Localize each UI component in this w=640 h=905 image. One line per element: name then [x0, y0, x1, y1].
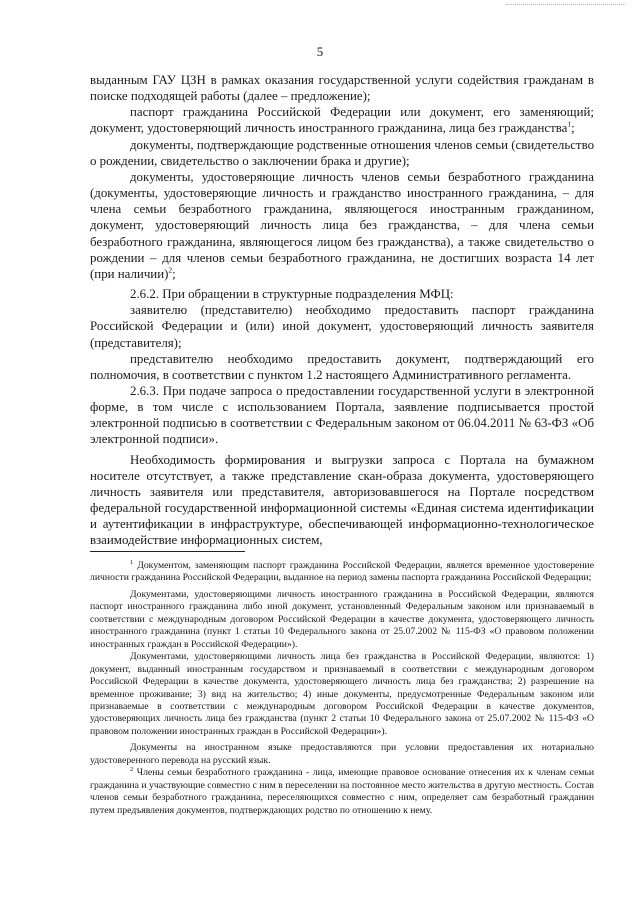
paragraph: Необходимость формирования и выгрузки запроса с Портала на бумажном носителе отсутствует, а также представление скан-образа документа, удостоверяющего личность заявителя или представителя, авторизовавшегося на Портале посредством федеральной государственной информационной системы «Единая система идентификации и аутентификации в инфраструктуре, обеспечивающей информационно-технологическое взаимодействие информационных систем, [90, 452, 594, 548]
footnote: Документы на иностранном языке предоставляются при условии предоставления их нотариально удостоверенного перевода на русский язык. [90, 742, 594, 766]
paragraph: документы, подтверждающие родственные отношения членов семьи (свидетельство о рождении, свидетельство о заключении брака и другие); [90, 137, 595, 168]
footnote-number: 2 [130, 766, 134, 774]
scan-corner-marks [506, 4, 626, 7]
paragraph: документы, удостоверяющие личность членов семьи безработного гражданина (документы, удостоверяющие личность и гражданство иностранного гражданина, – для члена семьи безработного гражданина, являющегося иностранным гражданином, документ, удостоверяющий личность лица без гражданства, – для члена семьи безработного гражданина, являющегося лицом без гражданства), а также свидетельство о рождении – для членов семьи безработного гражданина, не достигших возраста 14 лет (при наличии)$^2$; [90, 169, 594, 281]
paragraph: представителю необходимо предоставить документ, подтверждающий его полномочия, в соответствии с пунктом 1.2 настоящего Административного регламента. [90, 351, 594, 382]
paragraph: 2.6.2. При обращении в структурные подразделения МФЦ: [130, 287, 454, 302]
paragraph: заявителю (представителю) необходимо предоставить паспорт гражданина Российской Федерации и (или) иной документ, удостоверяющий личность заявителя (представителя); [90, 303, 594, 350]
footnote: Документами, удостоверяющими личность иностранного гражданина в Российской Федерации, являются паспорт иностранного гражданина либо иной документ, установленный Федеральным законом или признаваемый в соответствии с международным договором Российской Федерации в качестве документа, удостоверяющего личность иностранного гражданина (пункт 1 статьи 10 Федерального закона от 25.07.2002 № 115-ФЗ «О правовом положении иностранных граждан в Российской Федерации»). [90, 588, 594, 650]
footnote: Документами, удостоверяющими личность лица без гражданства в Российской Федерации, являются: 1) документ, выданный иностранным государством и признаваемый в соответствии с международным договором Российской Федерации в качестве документа, удостоверяющего личность лица без гражданства; 2) разрешение на временное проживание; 3) вид на жительство; 4) иные документы, предусмотренные Федеральным законом или признаваемые в соответствии с международным договором Российской Федерации в качестве документов, удостоверяющих личность лица без гражданства (пункт 2 статьи 10 Федерального закона от 25.07.2002 № 115-ФЗ «О правовом положении иностранных граждан в Российской Федерации»). [90, 651, 594, 737]
footnote: $^2$ Члены семьи безработного гражданина - лица, имеющие правовое основание отнесения их к членам семьи гражданина и участвующие совместно с ним в переселении на постоянное место жительства в другую местность. Состав членов семьи безработного гражданина, переселяющихся совместно с ним, определяет сам безработный гражданин путем предъявления документов, подтверждающих родство по отношению к нему. [90, 766, 594, 816]
paragraph: выданным ГАУ ЦЗН в рамках оказания государственной услуги содействия гражданам в поиске подходящей работы (далее – предложение); [90, 73, 594, 104]
footnote-separator [90, 551, 245, 552]
footnote-ref: 1 [567, 120, 572, 130]
footnote-number: 1 [130, 558, 134, 566]
main-text [90, 72, 594, 549]
page-number: 5 [316, 44, 324, 59]
paragraph: 2.6.3. При подаче запроса о предоставлении государственной услуги в электронной форме, в том числе с использованием Портала, заявление подписывается простой электронной подписью в соответствии с Федеральным законом от 06.04.2011 № 63-ФЗ «Об электронной подписи». [90, 383, 594, 447]
footnote: $^1$ Документом, заменяющим паспорт гражданина Российской Федерации, является временное удостоверение личности гражданина Российской Федерации, выданное на период замены паспорта гражданина Российской Федерации; [90, 558, 595, 584]
paragraph: паспорт гражданина Российской Федерации или документ, его заменяющий; документ, удостоверяющий личность иностранного гражданина, лица без гражданства$^1$; [90, 105, 594, 136]
footnote-ref: 2 [168, 265, 173, 275]
footnotes [90, 560, 594, 817]
